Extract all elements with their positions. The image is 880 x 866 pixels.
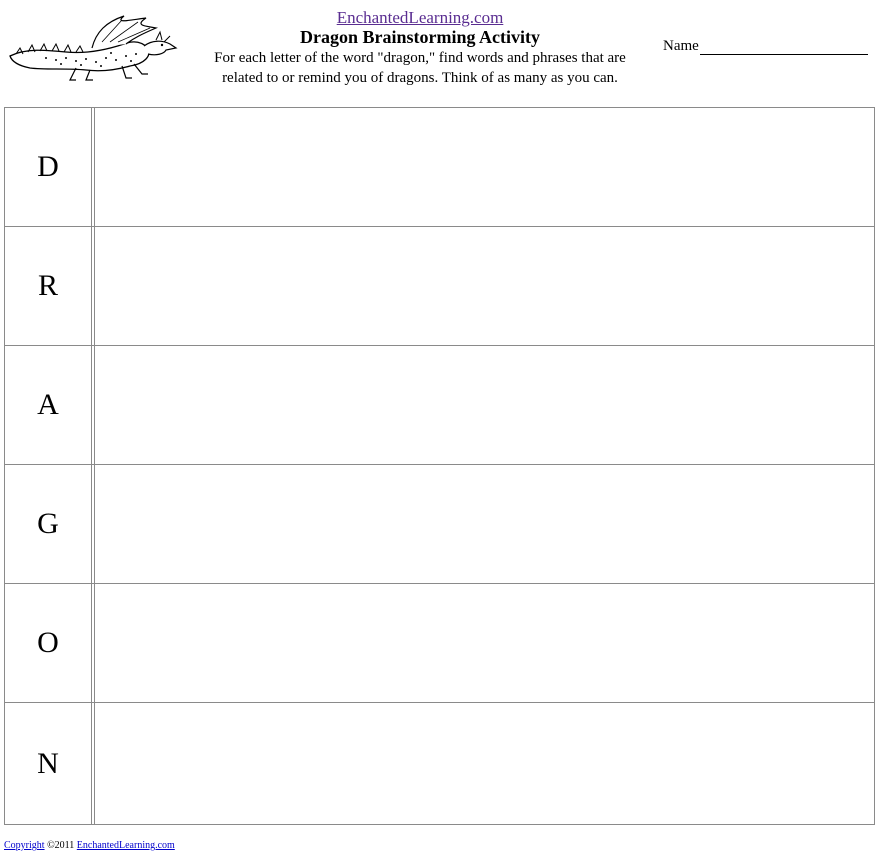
grid-row [5, 346, 874, 465]
letter-cell: D [5, 108, 92, 226]
writing-area[interactable] [95, 703, 874, 824]
worksheet-title: Dragon Brainstorming Activity [300, 27, 540, 47]
footer-site-link[interactable]: EnchantedLearning.com [76, 840, 175, 851]
grid-row [5, 703, 874, 824]
instructions [190, 48, 650, 88]
writing-area[interactable] [95, 227, 874, 345]
writing-area[interactable] [95, 108, 874, 226]
instructions-line-2: related to or remind you of dragons. Think of as many as you can. [222, 70, 618, 86]
writing-area[interactable] [95, 465, 874, 583]
letter-cell: A [5, 346, 92, 464]
letter-cell: N [5, 703, 92, 824]
grid-row [5, 465, 874, 584]
instructions-line-1: For each letter of the word "dragon," find words and phrases that are [214, 50, 626, 66]
grid-row [5, 584, 874, 703]
footer [4, 840, 175, 851]
name-label: Name [663, 38, 699, 54]
dragon-illustration [6, 12, 178, 84]
worksheet-header [0, 0, 880, 105]
grid-row [5, 227, 874, 346]
site-link[interactable]: EnchantedLearning.com [336, 8, 504, 27]
letter-cell: O [5, 584, 92, 702]
grid-row [5, 108, 874, 227]
name-blank-line[interactable] [700, 39, 868, 55]
name-field[interactable] [663, 38, 868, 55]
copyright-link[interactable]: Copyright [4, 840, 45, 851]
letter-cell: G [5, 465, 92, 583]
writing-area[interactable] [95, 584, 874, 702]
letter-cell: R [5, 227, 92, 345]
writing-area[interactable] [95, 346, 874, 464]
copyright-year: ©2011 [44, 840, 77, 851]
brainstorm-grid [4, 107, 875, 825]
